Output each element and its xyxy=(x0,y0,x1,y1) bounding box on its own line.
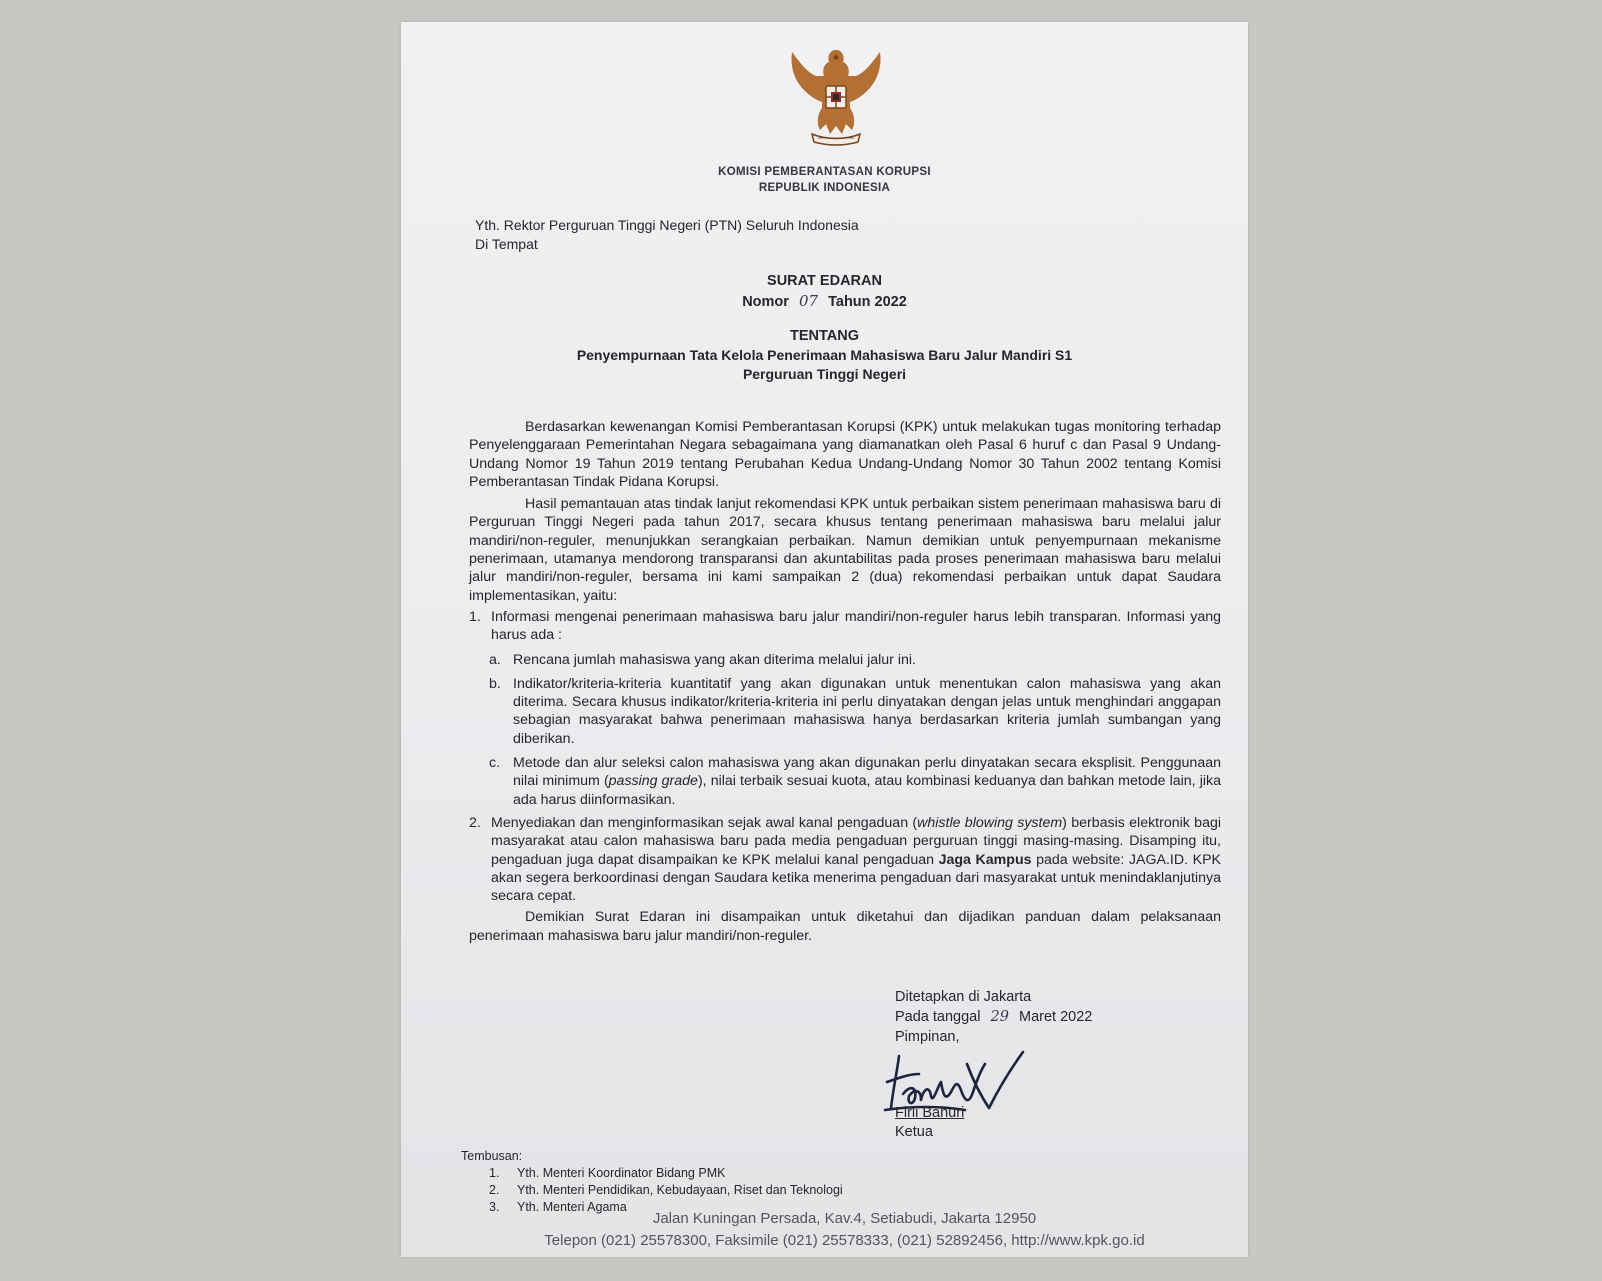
signature-date xyxy=(895,1008,1092,1028)
signatory-name: Firli Bahuri xyxy=(895,1105,965,1121)
signature-role: Pimpinan, xyxy=(895,1029,960,1045)
text-run: pada website: JAGA.ID. KPK akan segera berkoordinasi dengan Saudara ketika menerima pengaduan dari masyarakat untuk menindaklanjutinya secara cepat. xyxy=(491,851,1221,905)
sub-item-label: a. xyxy=(489,651,501,668)
subject-line-2: Perguruan Tinggi Negeri xyxy=(742,366,907,382)
doc-number xyxy=(401,292,1248,310)
doc-type: SURAT EDARAN xyxy=(767,273,882,289)
copy-text: Yth. Menteri Pendidikan, Kebudayaan, Riset dan Teknologi xyxy=(517,1183,843,1197)
date-prefix: Pada tanggal xyxy=(895,1009,981,1025)
closing-paragraph: Demikian Surat Edaran ini disampaikan untuk diketahui dan dijadikan panduan dalam pelaksanaan penerimaan mahasiswa baru jalur mandiri/non-reguler. xyxy=(469,909,1221,944)
italic-term: whistle blowing system xyxy=(917,814,1063,831)
bold-term: Jaga Kampus xyxy=(938,851,1032,868)
institution-country: REPUBLIK INDONESIA xyxy=(758,182,891,194)
paragraph-1: Berdasarkan kewenangan Komisi Pemberantasan Korupsi (KPK) untuk melakukan tugas monitoring terhadap Penyelenggaraan Pemerintahan Negara sebagaimana yang diamanatkan oleh Pasal 6 huruf c dan Pasal 9 Undang-Undang Nomor 19 Tahun 2019 tentang Perubahan Kedua Undang-Undang Nomor 30 Tahun 2002 tentang Komisi Pemberantasan Tindak Pidana Korupsi. xyxy=(469,419,1221,490)
list-item-text xyxy=(491,814,1221,905)
text-run: ) berbasis elektronik bagi masyarakat atau calon mahasiswa baru pada media pengaduan perguruan tinggi masing-masing. Disamping itu, pengaduan juga dapat disampaikan ke KPK melalui kanal pengaduan xyxy=(491,814,1222,868)
italic-term: passing grade xyxy=(608,773,698,790)
copy-number: 1. xyxy=(489,1166,500,1180)
garuda-emblem-icon xyxy=(786,42,886,152)
handwritten-number: 07 xyxy=(798,292,819,310)
list-number: 2. xyxy=(469,814,481,831)
sub-item-a xyxy=(469,651,1221,669)
footer-address: Jalan Kuningan Persada, Kav.4, Setiabudi, Jakarta 12950 xyxy=(652,1210,1037,1227)
handwritten-day: 29 xyxy=(990,1009,1009,1025)
number-prefix: Nomor xyxy=(742,294,789,310)
copy-item xyxy=(489,1165,725,1182)
sub-item-b xyxy=(469,675,1221,748)
recipient-location: Di Tempat xyxy=(475,236,538,252)
letter-body xyxy=(469,418,1221,945)
copy-number: 2. xyxy=(489,1183,500,1197)
sub-item-text xyxy=(513,754,1221,809)
recipient-line: Yth. Rektor Perguruan Tinggi Negeri (PTN) Seluruh Indonesia xyxy=(475,217,859,233)
copy-item xyxy=(489,1182,843,1199)
sub-item-text: Indikator/kriteria-kriteria kuantitatif yang akan digunakan untuk menentukan calon mahasiswa yang akan diterima. Secara khusus indikator/kriteria-kriteria ini perlu dinyatakan dengan jelas untuk menghindari anggapan sebagian masyarakat bahwa penerimaan mahasiswa hanya berdasarkan kriteria jumlah sumbangan yang diberikan. xyxy=(513,675,1221,747)
text-run: Menyediakan dan menginformasikan sejak awal kanal pengaduan ( xyxy=(491,814,918,831)
text-run: ), nilai terbaik sesuai kuota, atau kombinasi keduanya dan bahkan metode lain, jika ada harus diinformasikan. xyxy=(513,773,1221,808)
list-number: 1. xyxy=(469,608,481,625)
number-year: Tahun 2022 xyxy=(828,294,907,310)
signatory-position: Ketua xyxy=(895,1124,933,1140)
sub-item-label: b. xyxy=(489,675,501,692)
list-item-text: Informasi mengenai penerimaan mahasiswa baru jalur mandiri/non-reguler harus lebih transparan. Informasi yang harus ada : xyxy=(491,608,1221,644)
footer-contact: Telepon (021) 25578300, Faksimile (021) 25578333, (021) 52892456, http://www.kpk.go.id xyxy=(544,1232,1145,1249)
sub-item-text: Rencana jumlah mahasiswa yang akan diterima melalui jalur ini. xyxy=(513,651,916,668)
sub-item-label: c. xyxy=(489,755,501,772)
about-label: TENTANG xyxy=(789,328,859,344)
copy-text: Yth. Menteri Koordinator Bidang PMK xyxy=(517,1166,726,1180)
institution-name: KOMISI PEMBERANTASAN KORUPSI xyxy=(718,166,931,178)
list-item-1 xyxy=(469,608,1221,645)
subject-line-1: Penyempurnaan Tata Kelola Penerimaan Mahasiswa Baru Jalur Mandiri S1 xyxy=(576,347,1073,363)
copies-label: Tembusan: xyxy=(461,1149,523,1163)
signature-place: Ditetapkan di Jakarta xyxy=(895,989,1032,1005)
letter-page xyxy=(401,22,1248,1257)
list-item-2 xyxy=(469,814,1221,905)
text-run: Metode dan alur seleksi calon mahasiswa yang akan digunakan perlu dinyatakan secara eksplisit. Penggunaan nilai minimum ( xyxy=(513,755,1221,790)
copy-number: 3. xyxy=(489,1200,500,1214)
sub-item-c xyxy=(469,754,1221,809)
copy-text: Yth. Menteri Agama xyxy=(517,1200,627,1214)
date-rest: Maret 2022 xyxy=(1018,1009,1093,1025)
paragraph-2: Hasil pemantauan atas tindak lanjut rekomendasi KPK untuk perbaikan sistem penerimaan mahasiswa baru di Perguruan Tinggi Negeri pada tahun 2017, secara khusus tentang penerimaan mahasiswa baru melalui jalur mandiri/non-reguler, menunjukkan serangkaian perbaikan. Namun demikian untuk penyempurnaan mekanisme penerimaan, utamanya mendorong transparansi dan akuntabilitas pada proses penerimaan mahasiswa baru melalui jalur mandiri/non-reguler, bersama ini kami sampaikan 2 (dua) rekomendasi perbaikan untuk dapat Saudara implementasikan, yaitu: xyxy=(469,496,1221,604)
